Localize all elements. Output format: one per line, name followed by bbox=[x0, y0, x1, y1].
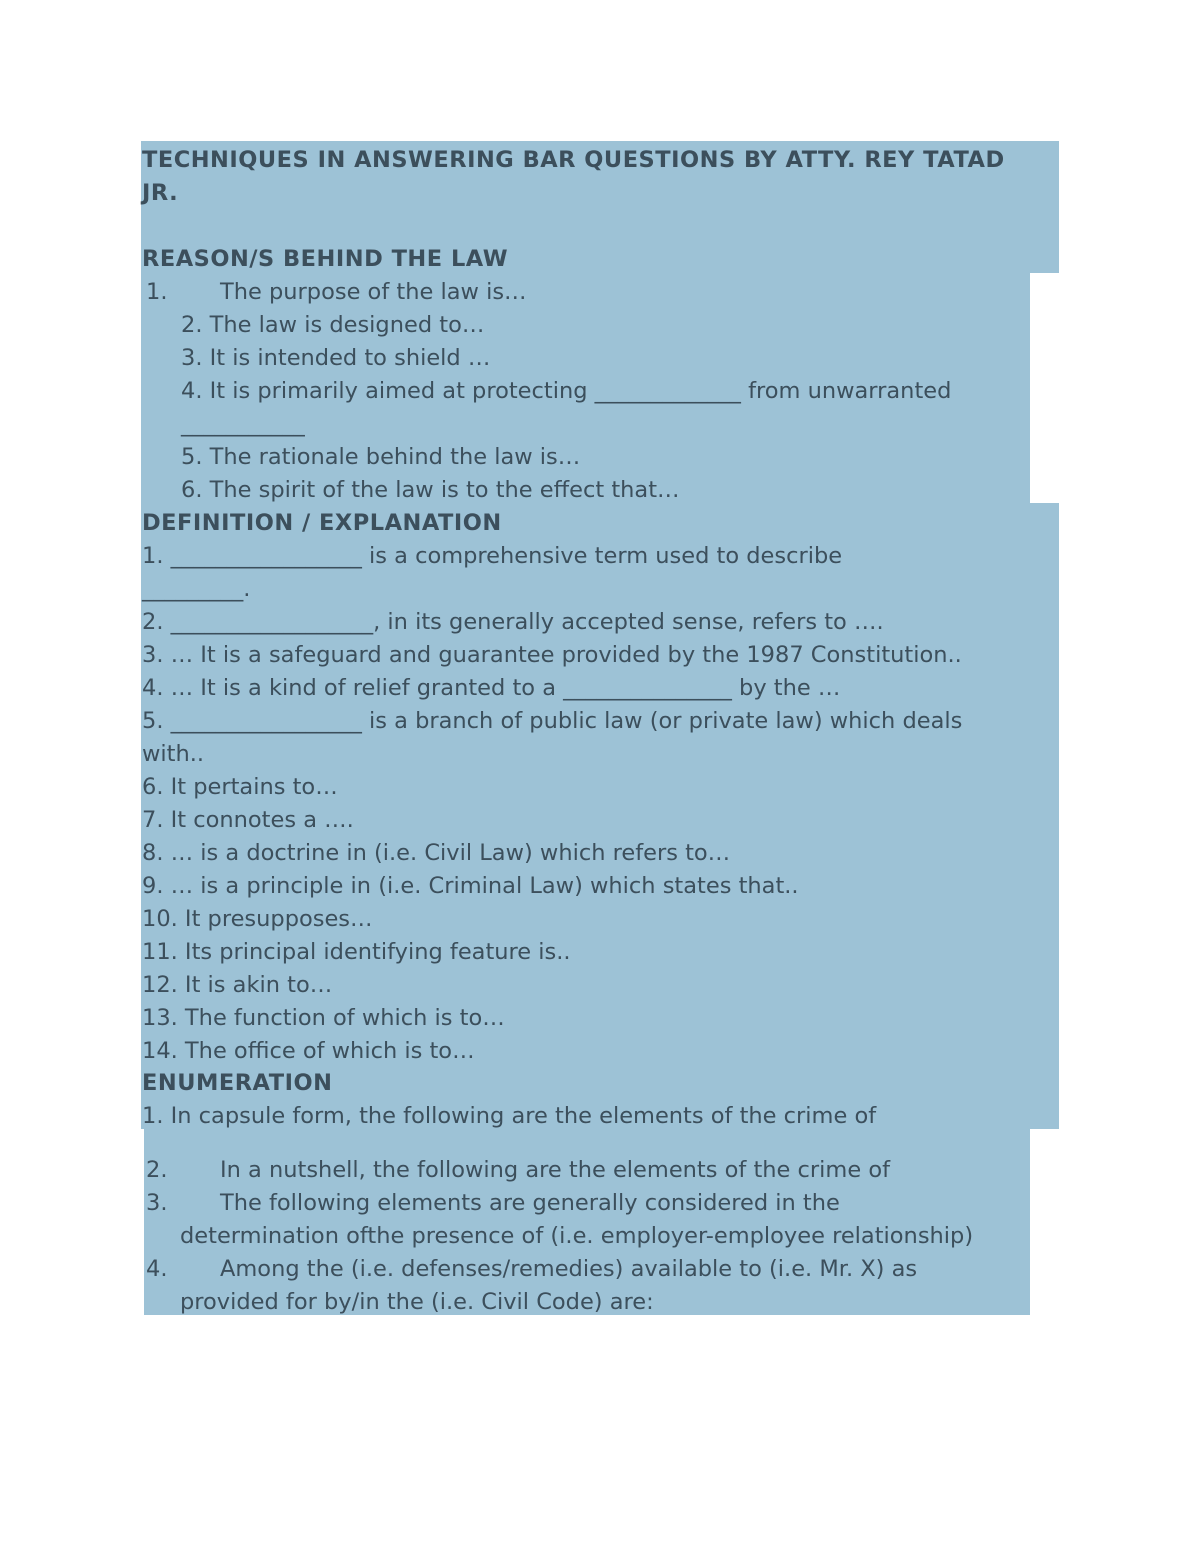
enumeration-item-4-number: 4. bbox=[146, 1256, 168, 1282]
enumeration-item-1: 1. In capsule form, the following are the elements of the crime of bbox=[142, 1103, 877, 1129]
document-title-line-2: JR. bbox=[142, 180, 179, 206]
enumeration-item-3-number: 3. bbox=[146, 1190, 168, 1216]
definition-line: 12. It is akin to… bbox=[142, 972, 333, 998]
definition-line: 11. Its principal identifying feature is.. bbox=[142, 939, 571, 965]
definition-line: 7. It connotes a …. bbox=[142, 807, 354, 833]
enumeration-item-4-continuation: provided for by/in the (i.e. Civil Code) are: bbox=[180, 1289, 654, 1315]
reasons-item-5: 5. The rationale behind the law is… bbox=[181, 444, 581, 470]
definition-line: 4. … It is a kind of relief granted to a _______________ by the … bbox=[142, 675, 841, 701]
definition-line: 8. … is a doctrine in (i.e. Civil Law) which refers to… bbox=[142, 840, 731, 866]
enumeration-item-3-continuation: determination ofthe presence of (i.e. employer-employee relationship) bbox=[180, 1223, 974, 1249]
definition-line: 14. The office of which is to… bbox=[142, 1038, 475, 1064]
definition-line: 2. __________________, in its generally accepted sense, refers to …. bbox=[142, 609, 884, 635]
section-heading-reasons: REASON/S BEHIND THE LAW bbox=[142, 246, 509, 272]
document-title-line-1: TECHNIQUES IN ANSWERING BAR QUESTIONS BY ATTY. REY TATAD bbox=[142, 147, 1005, 173]
definition-line: _________. bbox=[142, 576, 251, 602]
definition-line: 1. _________________ is a comprehensive term used to describe bbox=[142, 543, 843, 569]
enumeration-item-2-text: In a nutshell, the following are the elements of the crime of bbox=[220, 1157, 891, 1183]
definition-line: 10. It presupposes… bbox=[142, 906, 373, 932]
definition-line: 9. … is a principle in (i.e. Criminal Law) which states that.. bbox=[142, 873, 799, 899]
section-heading-definition: DEFINITION / EXPLANATION bbox=[142, 510, 502, 536]
reasons-item-6: 6. The spirit of the law is to the effect that… bbox=[181, 477, 680, 503]
reasons-item-4-line-1: 4. It is primarily aimed at protecting _____________ from unwarranted bbox=[181, 378, 952, 404]
definition-line: with.. bbox=[142, 741, 205, 767]
definition-line: 5. _________________ is a branch of public law (or private law) which deals bbox=[142, 708, 963, 734]
reasons-item-3: 3. It is intended to shield … bbox=[181, 345, 491, 371]
definition-line: 13. The function of which is to… bbox=[142, 1005, 505, 1031]
definition-line: 3. … It is a safeguard and guarantee provided by the 1987 Constitution.. bbox=[142, 642, 962, 668]
definition-line: 6. It pertains to… bbox=[142, 774, 338, 800]
reasons-item-1-text: The purpose of the law is… bbox=[220, 279, 527, 305]
reasons-item-1-number: 1. bbox=[146, 279, 168, 305]
enumeration-item-3-text: The following elements are generally considered in the bbox=[220, 1190, 840, 1216]
enumeration-item-4-text: Among the (i.e. defenses/remedies) available to (i.e. Mr. X) as bbox=[220, 1256, 918, 1282]
reasons-item-2: 2. The law is designed to… bbox=[181, 312, 485, 338]
enumeration-item-2-number: 2. bbox=[146, 1157, 168, 1183]
reasons-item-4-line-2: ___________ bbox=[181, 411, 305, 437]
section-heading-enumeration: ENUMERATION bbox=[142, 1070, 333, 1096]
